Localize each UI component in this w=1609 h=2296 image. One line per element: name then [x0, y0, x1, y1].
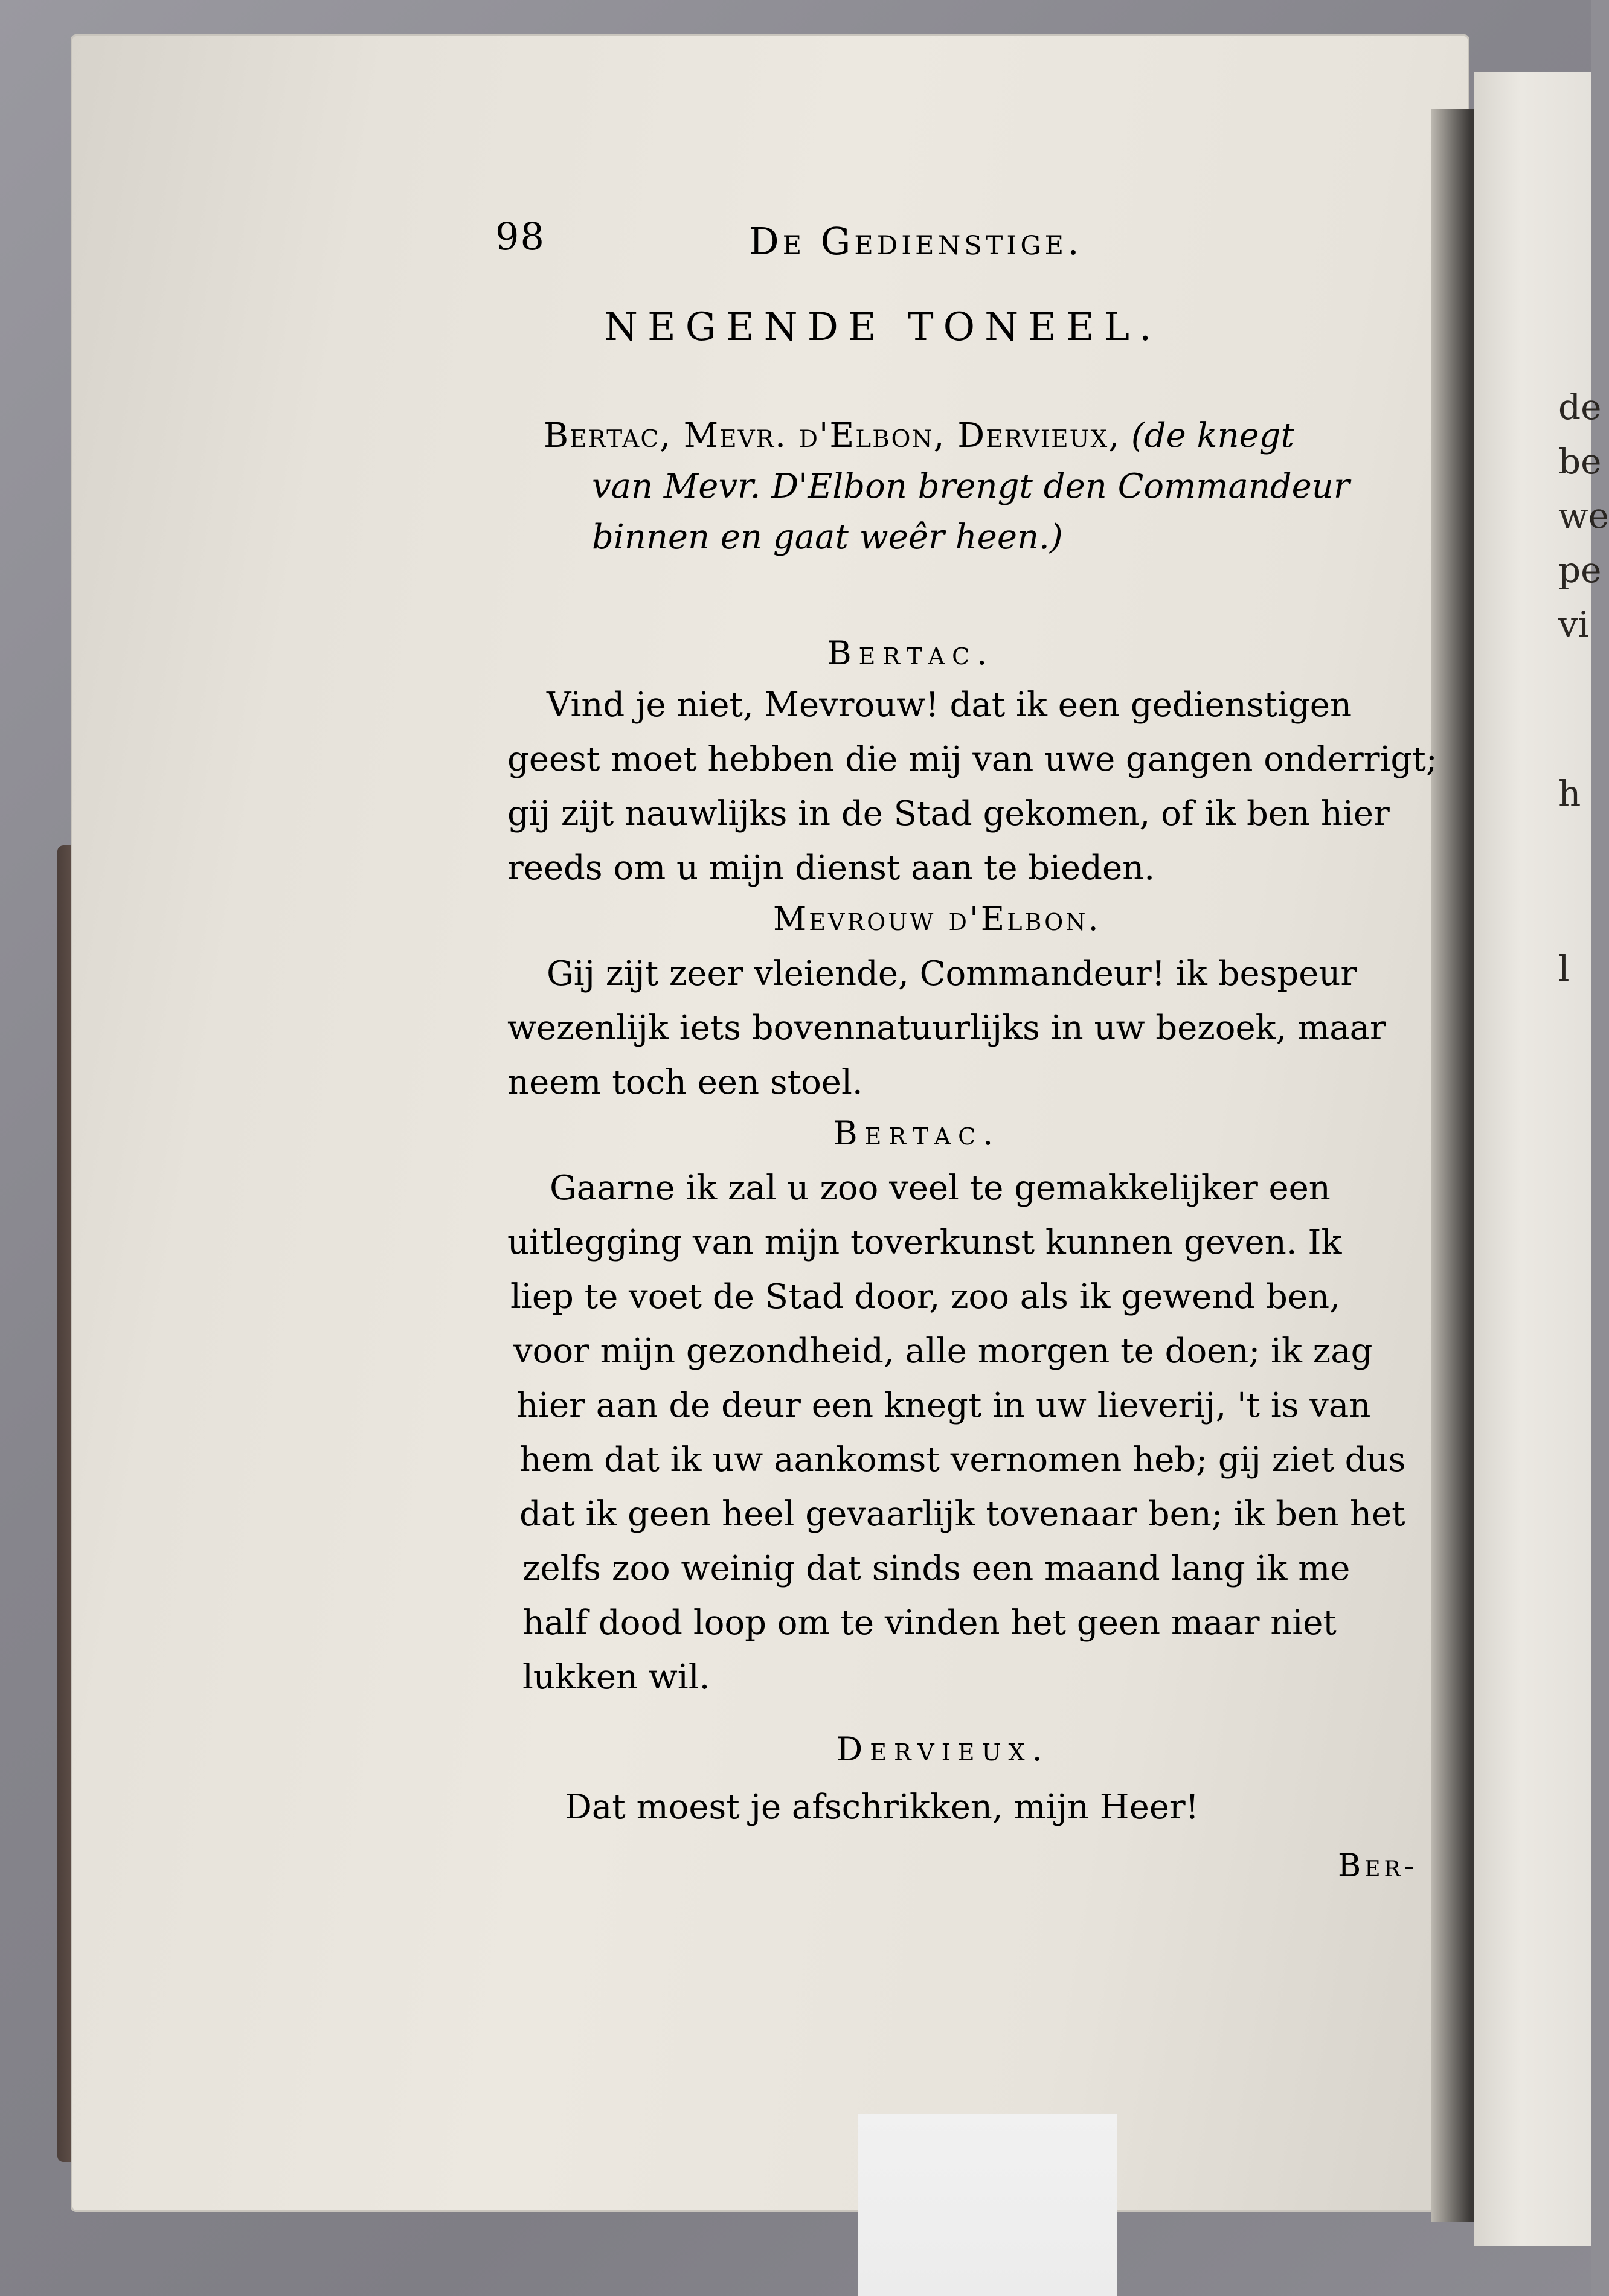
speech-line: Gij zijt zeer vleiende, Commandeur! ik bespeur [547, 954, 1357, 993]
running-title: De Gedienstige. [749, 219, 1083, 263]
stage-direction-names: Bertac, Mevr. d'Elbon, Dervieux, [544, 416, 1121, 455]
page-number: 98 [495, 214, 545, 258]
facing-text-fragment: pe [1558, 550, 1602, 591]
speech-line: wezenlijk iets bovennatuurlijks in uw bezoek, maar [507, 1009, 1386, 1048]
speech-line: Vind je niet, Mevrouw! dat ik een gedienstigen [547, 685, 1352, 725]
speech-line: hier aan de deur een knegt in uw lieverij, 't is van [516, 1386, 1371, 1425]
stage-direction-line: van Mevr. D'Elbon brengt den Commandeur [592, 467, 1350, 506]
speech-line: gij zijt nauwlijks in de Stad gekomen, of ik ben hier [507, 794, 1390, 833]
running-head [495, 214, 1437, 269]
speech-line: dat ik geen heel gevaarlijk tovenaar ben; ik ben het [519, 1495, 1405, 1534]
speech-line: zelfs zoo weinig dat sinds een maand lang ik me [522, 1549, 1350, 1588]
speech-line: uitlegging van mijn toverkunst kunnen geven. Ik [507, 1223, 1342, 1262]
redaction-patch [858, 2114, 1117, 2296]
speaker-name: Bertac. [827, 634, 995, 672]
speech-line: geest moet hebben die mij van uwe gangen onderrigt; [507, 740, 1437, 779]
speech-line: Dat moest je afschrikken, mijn Heer! [565, 1788, 1200, 1827]
speaker-name: Dervieux. [837, 1730, 1050, 1768]
speech-line: reeds om u mijn dienst aan te bieden. [507, 848, 1155, 888]
speech-line: hem dat ik uw aankomst vernomen heb; gij ziet dus [519, 1440, 1406, 1480]
speech-line: half dood loop om te vinden het geen maar niet [522, 1603, 1337, 1643]
catchword: Ber- [1338, 1848, 1419, 1884]
facing-text-fragment: de [1558, 386, 1602, 428]
left-page [72, 36, 1468, 2210]
speaker-name: Bertac. [833, 1114, 1001, 1152]
facing-text-fragment: be [1558, 441, 1602, 482]
stage-direction-italic: (de knegt [1131, 416, 1295, 455]
stage-direction-line: binnen en gaat weêr heen.) [592, 518, 1063, 557]
speech-line: Gaarne ik zal u zoo veel te gemakkelijker een [550, 1169, 1331, 1208]
facing-text-fragment: l [1558, 948, 1570, 989]
speaker-name: Mevrouw d'Elbon. [773, 900, 1101, 938]
speech-line: neem toch een stoel. [507, 1063, 863, 1102]
stage-direction [544, 411, 1389, 563]
facing-text-fragment: h [1558, 773, 1581, 814]
scene-title: NEGENDE TONEEL. [604, 305, 1161, 350]
facing-text-fragment: we [1558, 495, 1609, 536]
facing-text-fragment: vi [1558, 604, 1590, 645]
speech-line: lukken wil. [522, 1658, 710, 1697]
speech-line: liep te voet de Stad door, zoo als ik gewend ben, [510, 1277, 1340, 1316]
speech-line: voor mijn gezondheid, alle morgen te doen; ik zag [513, 1332, 1373, 1371]
